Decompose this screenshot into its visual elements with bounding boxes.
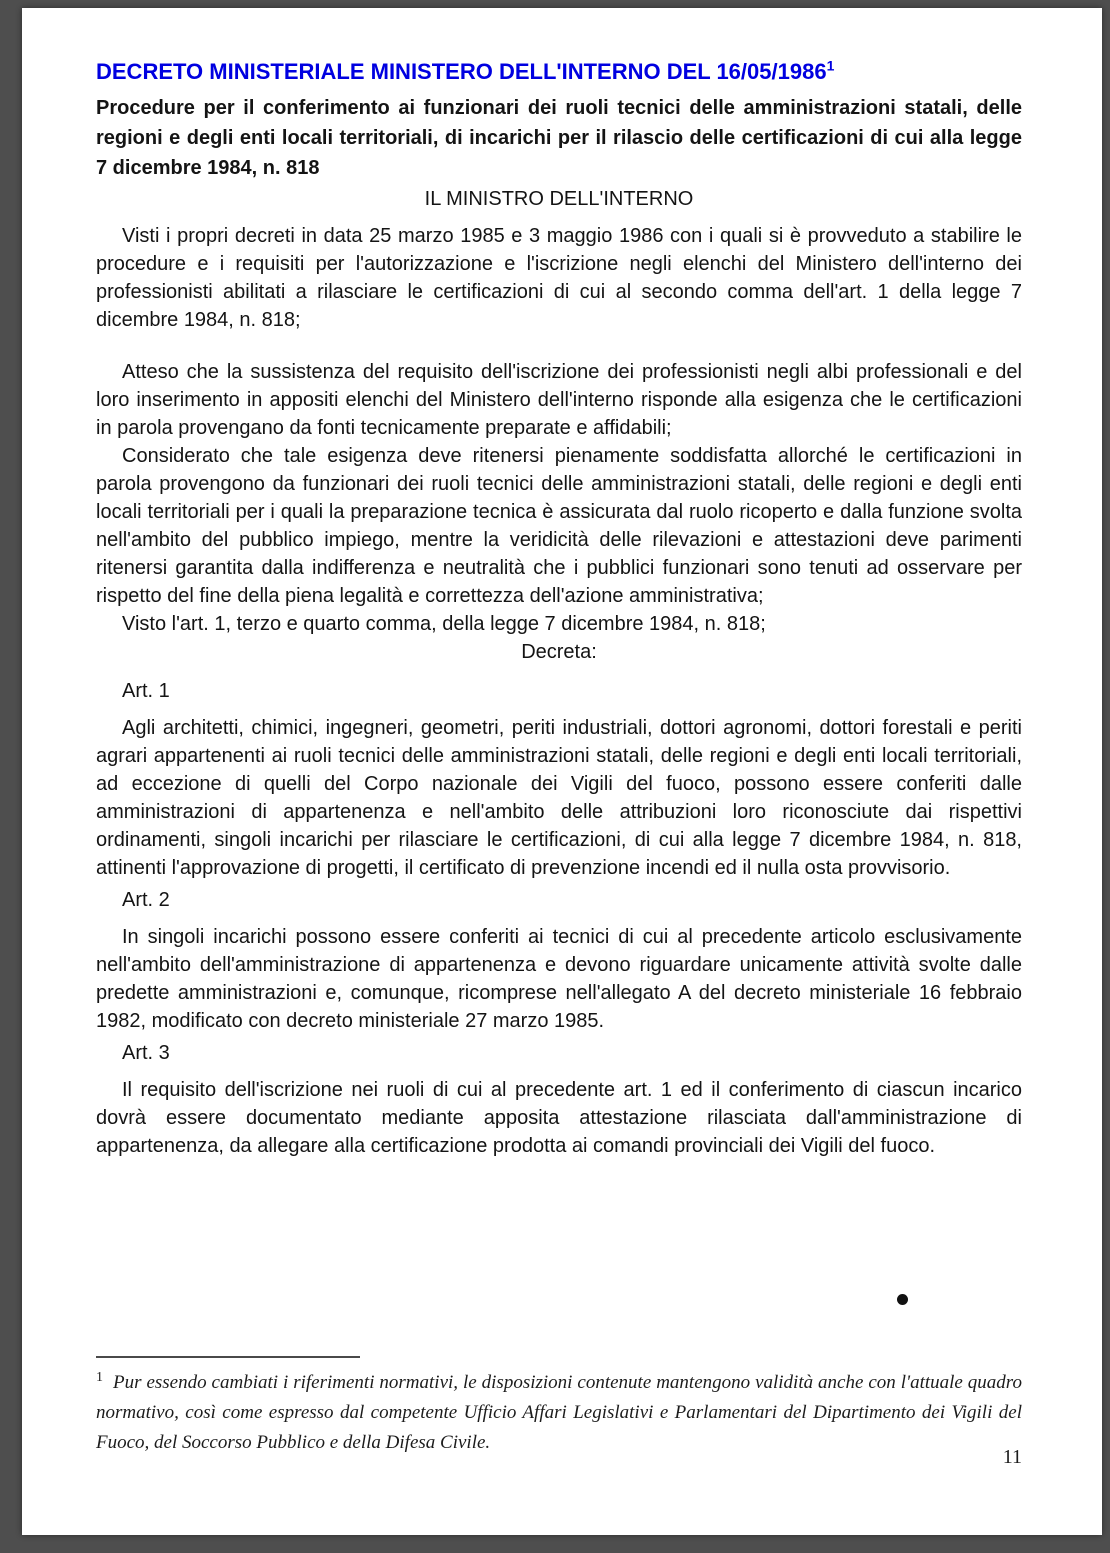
minister-heading: IL MINISTRO DELL'INTERNO (424, 188, 694, 210)
title-footnote-ref: 1 (826, 57, 835, 74)
footnote (96, 1368, 1022, 1458)
preamble-paragraph-atteso: Atteso che la sussistenza del requisito dell'iscrizione dei professionisti negli albi professionali e del loro inserimento in appositi elenchi del Ministero dell'interno risponde alla esigenza che le certificazioni in parola provengano da fonti tecnicamente preparate e affidabili; (96, 361, 1022, 439)
document-subtitle: Procedure per il conferimento ai funzionari dei ruoli tecnici delle amministrazioni statali, delle regioni e degli enti locali territoriali, di incarichi per il rilascio delle certificazioni di cui alla legge 7 dicembre 1984, n. 818 (96, 97, 1022, 179)
article-3-label: Art. 3 (122, 1042, 170, 1064)
article-1-label: Art. 1 (122, 680, 170, 702)
document-page (22, 8, 1102, 1535)
footnote-area (96, 1356, 1022, 1458)
article-3-body: Il requisito dell'iscrizione nei ruoli di cui al precedente art. 1 ed il conferimento di ciascun incarico dovrà essere documentato mediante apposita attestazione rilasciata dall'amministrazione di appartenenza, da allegare alla certificazione prodotta ai comandi provinciali dei Vigili del fuoco. (96, 1079, 1022, 1157)
preamble-paragraph-visto: Visto l'art. 1, terzo e quarto comma, della legge 7 dicembre 1984, n. 818; (122, 613, 766, 635)
document-title (96, 58, 1022, 86)
footnote-marker: 1 (96, 1369, 103, 1385)
page-number: 11 (1002, 1446, 1022, 1468)
preamble-paragraph-visti: Visti i propri decreti in data 25 marzo 1985 e 3 maggio 1986 con i quali si è provveduto a stabilire le procedure e i requisiti per l'autorizzazione e l'iscrizione negli elenchi del Ministero dell'interno dei professionisti abilitati a rilasciare le certificazioni di cui al secondo comma dell'art. 1 della legge 7 dicembre 1984, n. 818; (96, 225, 1022, 331)
preamble-paragraph-considerato: Considerato che tale esigenza deve ritenersi pienamente soddisfatta allorché le certificazioni in parola provengono da funzionari dei ruoli tecnici delle amministrazioni statali, delle regioni e degli enti locali territoriali per i quali la preparazione tecnica è assicurata dal ruolo ricoperto e dalla funzione svolta nell'ambito del pubblico impiego, mentre la veridicità delle rilevazioni e attestazioni deve parimenti ritenersi garantita dalla indifferenza e neutralità che i pubblici funzionari sono tenuti ad osservare per rispetto del fine della piena legalità e correttezza dell'azione amministrativa; (96, 445, 1022, 607)
document-title-text: DECRETO MINISTERIALE MINISTERO DELL'INTERNO DEL 16/05/1986 (96, 59, 827, 84)
decreta-heading: Decreta: (521, 641, 597, 663)
footnote-text: Pur essendo cambiati i riferimenti normativi, le disposizioni contenute mantengono validità anche con l'attuale quadro normativo, così come espresso dal competente Ufficio Affari Legislativi e Parlamentari del Dipartimento dei Vigili del Fuoco, del Soccorso Pubblico e della Difesa Civile. (96, 1372, 1022, 1453)
article-2-body: In singoli incarichi possono essere conferiti ai tecnici di cui al precedente articolo esclusivamente nell'ambito dell'amministrazione di appartenenza e devono riguardare unicamente attività svolte dalle predette amministrazioni e, comunque, ricomprese nell'allegato A del decreto ministeriale 16 febbraio 1982, modificato con decreto ministeriale 27 marzo 1985. (96, 926, 1022, 1032)
document-content (96, 58, 1022, 1160)
article-1-body: Agli architetti, chimici, ingegneri, geometri, periti industriali, dottori agronomi, dottori forestali e periti agrari appartenenti ai ruoli tecnici delle amministrazioni statali, delle regioni e degli enti locali territoriali, ad eccezione di quelli del Corpo nazionale dei Vigili del fuoco, possono essere conferiti dalle amministrazioni di appartenenza e nell'ambito delle attribuzioni loro riconosciute dai rispettivi ordinamenti, singoli incarichi per rilasciare le certificazioni, di cui alla legge 7 dicembre 1984, n. 818, attinenti l'approvazione di progetti, il certificato di prevenzione incendi ed il nulla osta provvisorio. (96, 717, 1022, 879)
bullet-point (897, 1294, 908, 1305)
article-2-label: Art. 2 (122, 889, 170, 911)
footnote-separator (96, 1356, 360, 1358)
